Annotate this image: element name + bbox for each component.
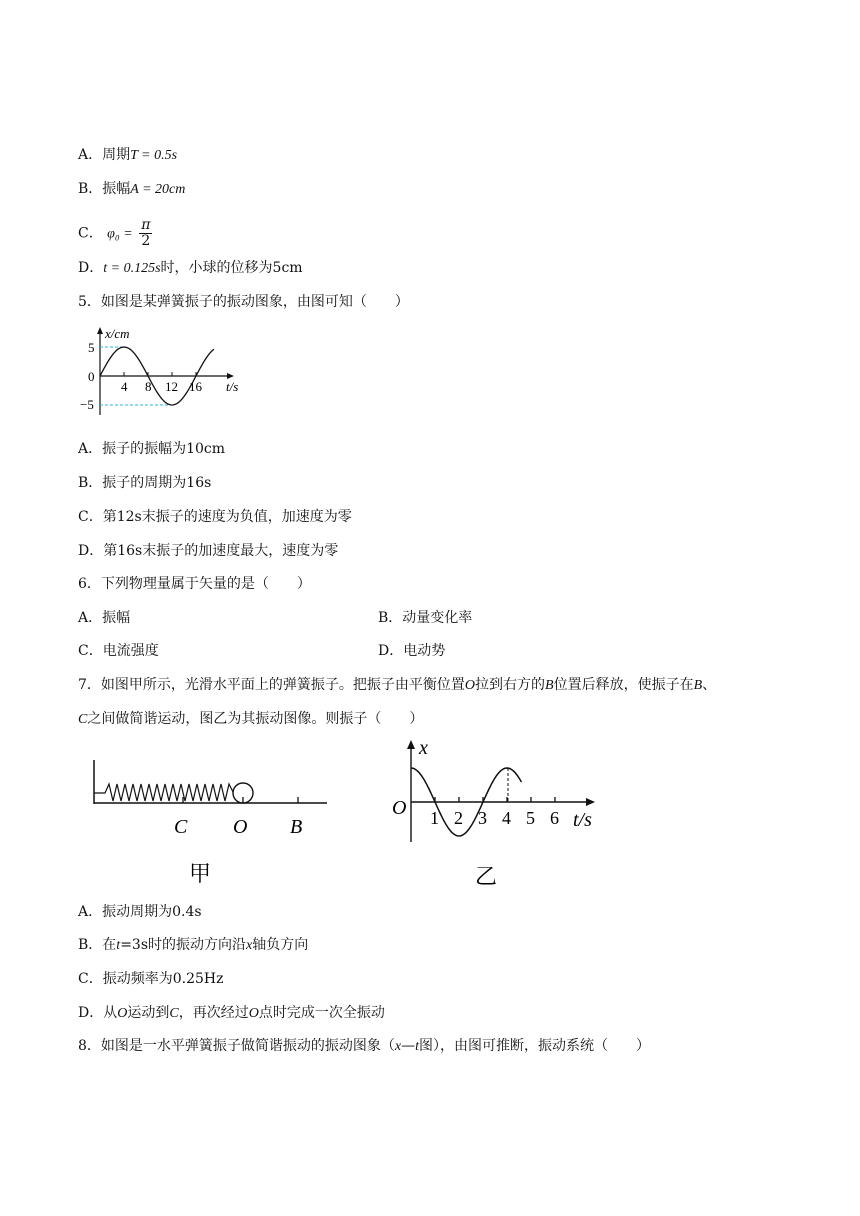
q5-y-tick-neg: −5 — [80, 397, 94, 412]
yi-x-tick-label-5: 5 — [526, 808, 535, 828]
q5-stem: 5．如图是某弹簧振子的振动图象，由图可知（ ） — [78, 294, 409, 310]
q5-y-tick-pos: 5 — [88, 340, 95, 355]
q4-option-b-math: A = 20cm — [130, 182, 186, 197]
q6-option-a: A．振幅 — [78, 610, 131, 626]
q4-option-a: A．周期T = 0.5s — [78, 147, 178, 163]
q4-option-c: C． φ₀ = $\frac{\pi}{2}$ — [78, 217, 151, 249]
yi-x-arrow — [586, 798, 595, 806]
label-o: O — [233, 816, 248, 838]
yi-x-label: t/s — [573, 809, 592, 831]
q5-option-a: A．振子的振幅为10cm — [78, 441, 226, 457]
q8-stem: 8．如图是一水平弹簧振子做简谐振动的振动图象（x—t图），由图可推断，振动系统（ ） — [78, 1038, 651, 1054]
label-b: B — [290, 816, 303, 838]
label-c: C — [174, 816, 188, 838]
yi-y-arrow — [407, 740, 415, 749]
yi-y-label: x — [419, 738, 428, 759]
q6-stem: 6．下列物理量属于矢量的是（ ） — [78, 576, 311, 592]
q6-option-d: D．电动势 — [378, 643, 446, 659]
q4-option-c-lhs: φ₀ = — [107, 226, 133, 242]
q4-option-a-math: T = 0.5s — [130, 148, 178, 163]
q4-option-b: B．振幅A = 20cm — [78, 181, 186, 197]
q7-option-d: D．从O运动到C，再次经过O点时完成一次全振动 — [78, 1005, 385, 1021]
caption-yi: 乙 — [475, 864, 498, 889]
q5-x-tick-label-12: 12 — [165, 379, 178, 394]
q7-figure-jia — [85, 755, 345, 890]
q7-option-a: A．振动周期为0.4s — [78, 904, 202, 920]
q4-option-c-fraction: $\frac{\pi}{2}$ — [141, 217, 151, 249]
yi-x-tick-label-6: 6 — [550, 808, 559, 828]
q5-y-arrow — [97, 327, 103, 334]
q5-x-tick-label-16: 16 — [189, 379, 202, 394]
q7-stem-line2: C之间做简谐运动，图乙为其振动图像。则振子（ ） — [78, 711, 424, 727]
q7-option-b: B．在t=3s时的振动方向沿x轴负方向 — [78, 937, 309, 953]
yi-origin: O — [392, 797, 407, 819]
q5-option-b: B．振子的周期为16s — [78, 475, 212, 491]
yi-x-tick-label-2: 2 — [454, 808, 463, 828]
q5-origin-label: 0 — [88, 369, 95, 384]
q5-x-tick-label-4: 4 — [121, 379, 128, 394]
q5-vibration-chart — [80, 325, 260, 420]
q5-y-label: x/cm — [105, 326, 130, 341]
yi-x-tick-label-3: 3 — [478, 808, 487, 828]
q5-x-label: t/s — [226, 379, 239, 394]
yi-x-tick-label-1: 1 — [430, 808, 439, 828]
q6-option-c: C．电流强度 — [78, 643, 159, 659]
spring — [94, 784, 233, 801]
q6-option-b: B．动量变化率 — [378, 610, 473, 626]
q7-figure-yi — [385, 738, 610, 890]
q7-stem-line1: 7．如图甲所示，光滑水平面上的弹簧振子。把振子由平衡位置O拉到右方的B位置后释放，使振子在B、 — [78, 677, 717, 693]
yi-x-tick-label-4: 4 — [502, 808, 511, 828]
q4-option-d-math: t = 0.125s — [103, 261, 161, 276]
q5-option-c: C．第12s末振子的速度为负值，加速度为零 — [78, 509, 352, 525]
q7-option-c: C．振动频率为0.25Hz — [78, 971, 224, 987]
q5-option-d: D．第16s末振子的加速度最大，速度为零 — [78, 543, 339, 559]
caption-jia: 甲 — [189, 861, 212, 886]
q4-option-d: D．t = 0.125s时，小球的位移为5cm — [78, 260, 303, 276]
q5-x-tick-label-8: 8 — [145, 379, 152, 394]
